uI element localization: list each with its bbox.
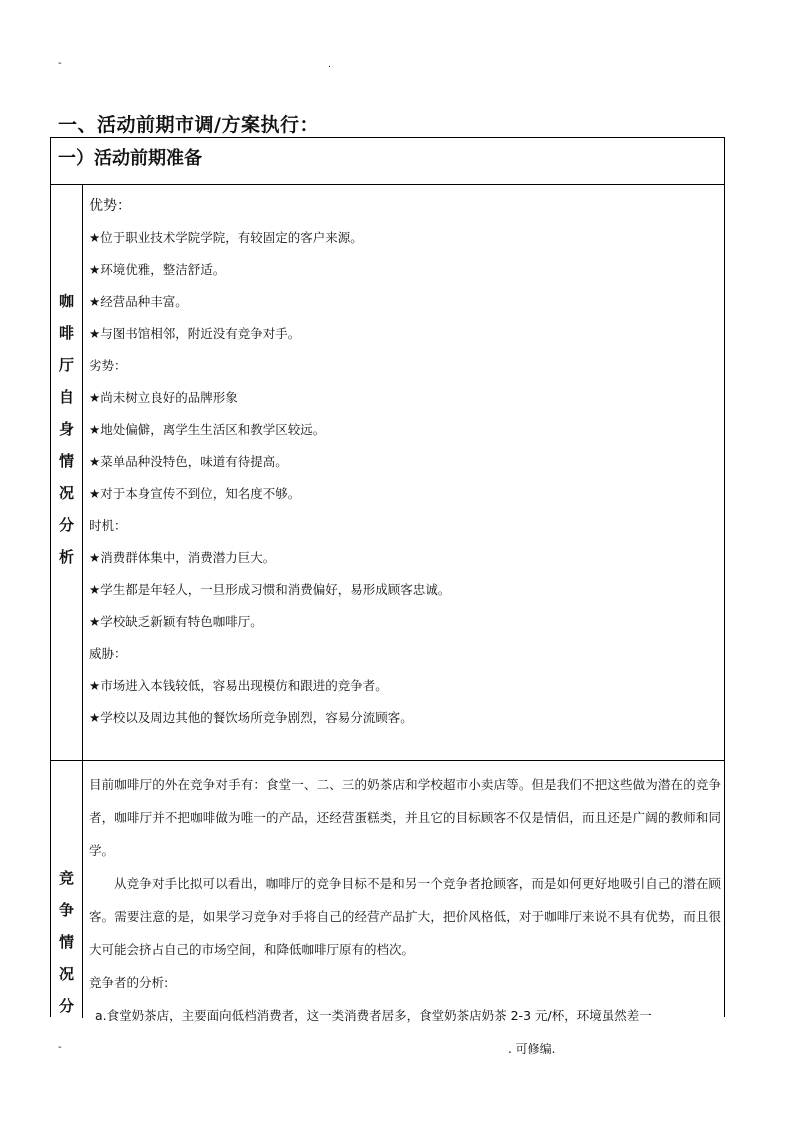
label-char: 分 — [58, 997, 74, 1015]
label-char: 况 — [58, 484, 74, 502]
list-item: ★消费群体集中，消费潜力巨大。 — [89, 550, 276, 565]
swot-heading-threats: 威胁： — [89, 646, 127, 661]
row-divider — [51, 760, 724, 761]
list-item: ★学校以及周边其他的餐饮场所竞争剧烈，容易分流顾客。 — [89, 710, 413, 725]
list-item: ★环境优雅，整洁舒适。 — [89, 262, 226, 277]
label-char: 情 — [58, 452, 74, 470]
swot-heading-weaknesses: 劣势： — [89, 358, 127, 373]
list-item: ★地处偏僻，离学生生活区和教学区较远。 — [89, 422, 326, 437]
label-char: 分 — [58, 516, 74, 534]
list-item: ★菜单品种没特色，味道有待提高。 — [89, 454, 288, 469]
label-char: 身 — [58, 420, 74, 438]
paragraph: 从竞争对手比拟可以看出，咖啡厅的竞争目标不是和另一个竞争者抢顾客，而是如何更好地吸引自己的潜在顾客。需要注意的是，如果学习竞争对手将自己的经营产品扩大，把价风格低，对于咖啡厅来说不具有优势，而且很大可能会挤占自己的市场空间，和降低咖啡厅原有的档次。 — [89, 876, 721, 957]
label-char: 析 — [58, 548, 74, 566]
label-char: 咖 — [58, 292, 74, 310]
label-char: 竞 — [58, 869, 74, 887]
list-item: ★与图书馆相邻，附近没有竞争对手。 — [89, 326, 301, 341]
label-char: 况 — [58, 965, 74, 983]
list-item: ★市场进入本钱较低，容易出现模仿和跟进的竞争者。 — [89, 678, 388, 693]
analysis-table — [50, 137, 725, 1023]
label-char: 争 — [58, 901, 74, 919]
header-dash: - — [58, 58, 62, 69]
footer-dash: - — [58, 1042, 62, 1053]
label-char: 啡 — [58, 324, 74, 342]
section-header-row — [51, 138, 724, 185]
list-item: ★对于本身宣传不到位，知名度不够。 — [89, 486, 301, 501]
footer-note: . 可修编. — [508, 1042, 556, 1056]
list-item: ★经营品种丰富。 — [89, 294, 188, 309]
paragraph: 竞争者的分析: — [89, 975, 169, 990]
paragraph: 目前咖啡厅的外在竞争对手有：食堂一、二、三的奶茶店和学校超市小卖店等。但是我们不把这些做为潜在的竞争者，咖啡厅并不把咖啡做为唯一的产品，还经营蛋糕类，并且它的目标顾客不仅是情侣，而且还是广阔的教师和同学。 — [89, 777, 721, 858]
self-analysis-content — [89, 190, 721, 734]
competition-analysis-label — [51, 862, 82, 1022]
competition-analysis-content — [89, 768, 721, 1032]
list-item: ★学校缺乏新颖有特色咖啡厅。 — [89, 614, 263, 629]
list-item: ★学生都是年轻人，一旦形成习惯和消费偏好，易形成顾客忠诚。 — [89, 582, 451, 597]
header-dot: . — [328, 60, 331, 70]
document-title: 一、活动前期市调/方案执行： — [58, 114, 319, 136]
swot-heading-opportunities: 时机： — [89, 518, 127, 533]
self-analysis-label — [51, 285, 82, 573]
swot-heading-strengths: 优势： — [89, 198, 131, 214]
label-char: 厅 — [58, 356, 74, 374]
column-divider — [82, 185, 83, 1018]
label-char: 自 — [58, 388, 74, 406]
section-title: 一）活动前期准备 — [58, 148, 202, 169]
list-item: ★尚未树立良好的品牌形象 — [89, 390, 238, 405]
label-char: 情 — [58, 933, 74, 951]
paragraph: a.食堂奶茶店，主要面向低档消费者，这一类消费者居多，食堂奶茶店奶茶 2-3 元/杯，环境虽然差一 — [95, 1008, 652, 1023]
list-item: ★位于职业技术学院学院，有较固定的客户来源。 — [89, 230, 363, 245]
